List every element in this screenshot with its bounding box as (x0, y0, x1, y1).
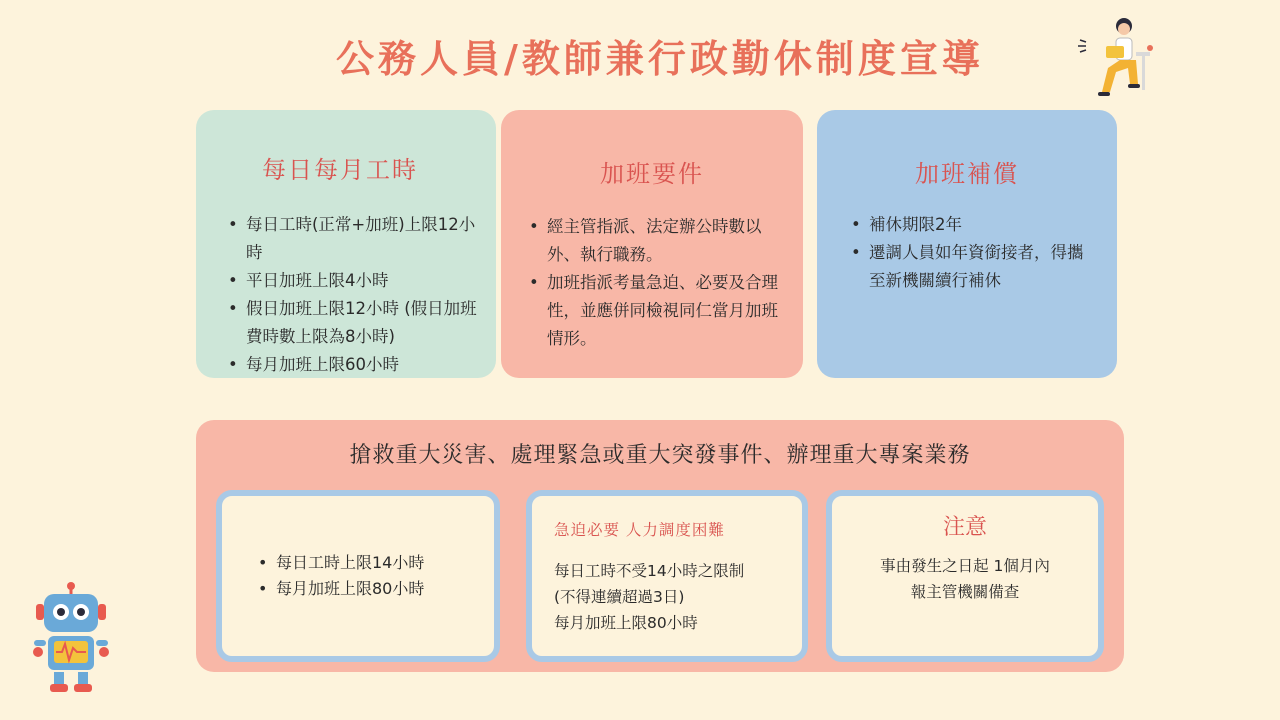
list-item: • 加班指派考量急迫、必要及合理性，並應併同檢視同仁當月加班情形。 (525, 269, 785, 353)
box-list (254, 550, 494, 602)
list-item: • 遷調人員如年資銜接者，得攜至新機關續行補休 (847, 239, 1099, 295)
notice-box (826, 490, 1104, 662)
list-item: • 每月加班上限80小時 (254, 576, 494, 602)
list-item: • 每日工時上限14小時 (254, 550, 494, 576)
box-line: 每月加班上限80小時 (554, 614, 698, 632)
page-title: 公務人員/教師兼行政勤休制度宣導 (336, 37, 984, 81)
list-item: • 經主管指派、法定辦公時數以外、執行職務。 (525, 213, 785, 269)
card-heading: 加班要件 (600, 160, 704, 188)
box-line: 事由發生之日起 1個月內 (880, 557, 1050, 575)
woman-with-laptop-illustration (1066, 12, 1158, 104)
work-hour-limits-box (216, 490, 500, 662)
box-body (832, 553, 1098, 605)
card-list (847, 211, 1099, 295)
box-heading: 注意 (942, 515, 987, 540)
card-daily-monthly-hours (196, 110, 496, 378)
major-events-panel (196, 420, 1124, 672)
card-list (224, 211, 478, 379)
box-line: 報主管機關備查 (910, 583, 1020, 601)
card-overtime-compensation (817, 110, 1117, 378)
box-line: (不得連續超過3日) (554, 588, 685, 606)
list-item: • 補休期限2年 (847, 211, 1099, 239)
list-item: • 每月加班上限60小時 (224, 351, 478, 379)
list-item: • 假日加班上限12小時 (假日加班費時數上限為8小時) (224, 295, 478, 351)
list-item: • 平日加班上限4小時 (224, 267, 478, 295)
card-overtime-requirements (501, 110, 803, 378)
card-heading: 加班補償 (915, 160, 1019, 188)
robot-illustration (30, 580, 112, 694)
panel-title: 搶救重大災害、處理緊急或重大突發事件、辦理重大專案業務 (349, 443, 971, 468)
card-list (525, 213, 785, 353)
list-item: • 每日工時(正常+加班)上限12小時 (224, 211, 478, 267)
card-heading: 每日每月工時 (262, 156, 418, 184)
urgent-necessity-box (526, 490, 808, 662)
box-line: 每日工時不受14小時之限制 (554, 562, 745, 580)
box-body (554, 558, 802, 636)
box-heading: 急迫必要 人力調度困難 (554, 521, 725, 539)
